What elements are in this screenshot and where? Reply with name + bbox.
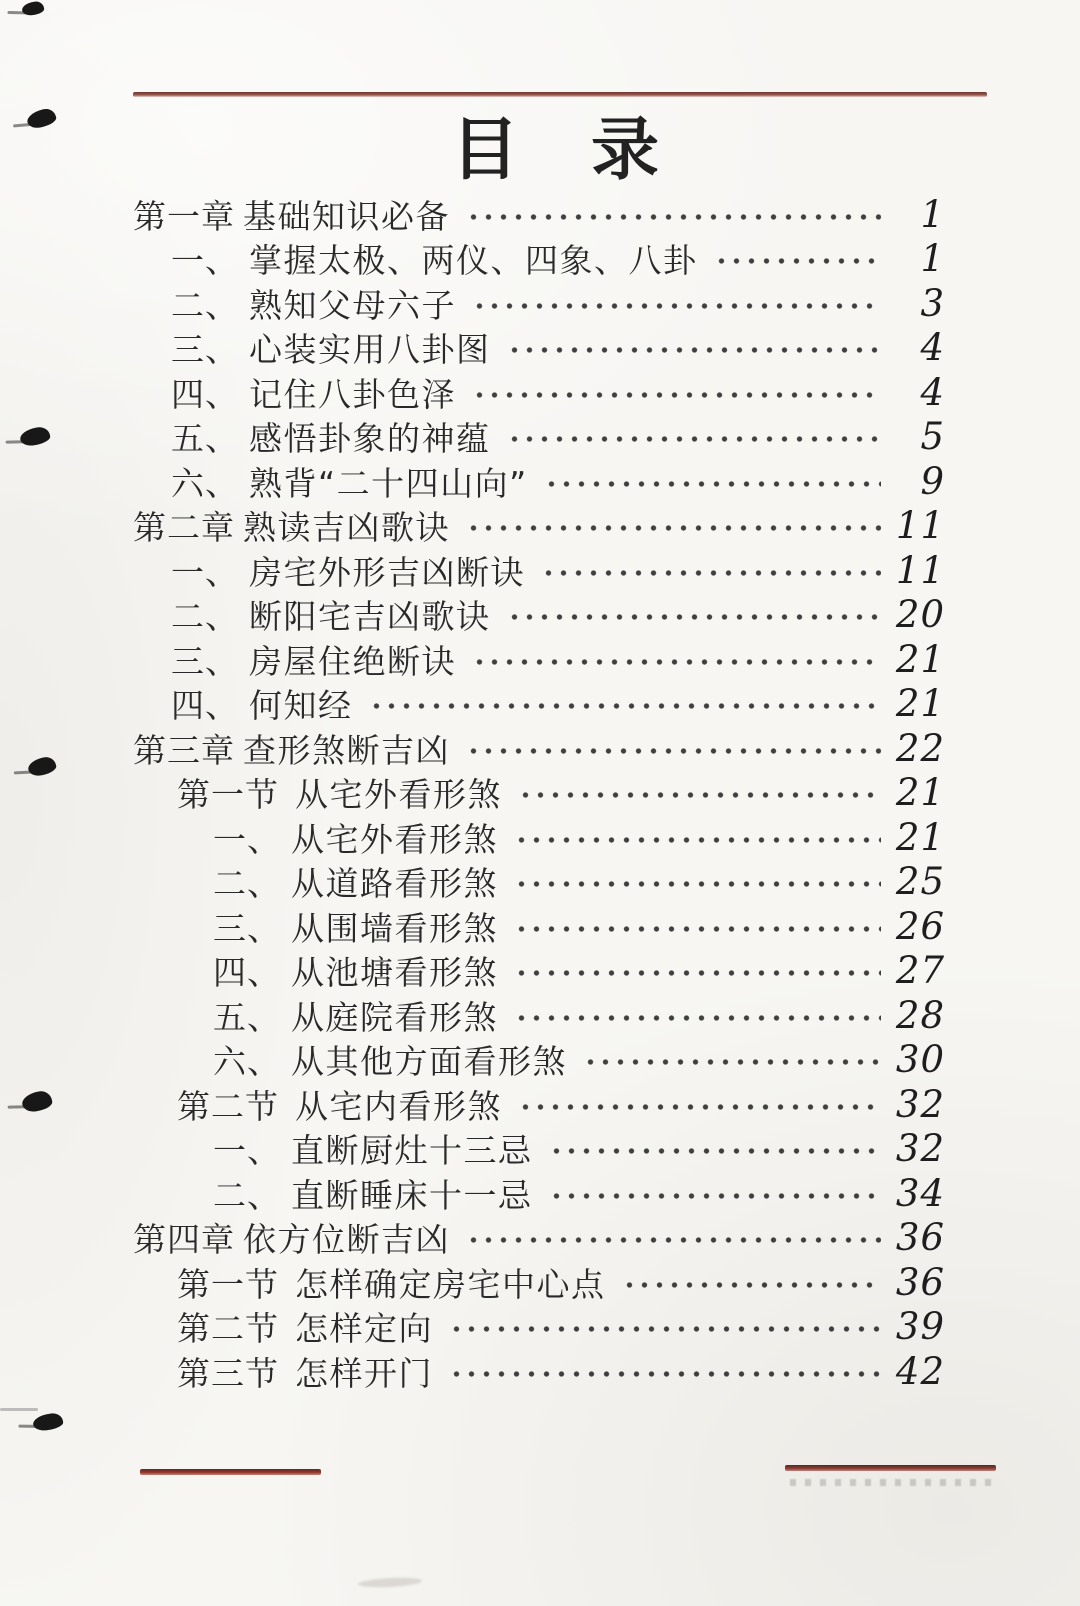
toc-entry-prefix: 第四章 <box>133 1220 235 1260</box>
toc-entry-prefix: 第一节 <box>177 1264 279 1304</box>
toc-entry-page: 34 <box>895 1171 945 1215</box>
dot-leader <box>622 1277 882 1293</box>
toc-entry-prefix: 二、 <box>171 285 239 325</box>
toc-entry-page: 3 <box>920 281 945 325</box>
toc-entry-page: 4 <box>920 370 945 414</box>
toc-entry <box>133 1127 945 1172</box>
toc-entry-chapter <box>133 1216 945 1261</box>
toc-entry-title: 直断厨灶十三忌 <box>291 1131 533 1171</box>
toc-entry-page: 22 <box>895 726 945 770</box>
toc-entry <box>133 326 945 371</box>
toc-entry-prefix: 第二节 <box>177 1309 279 1349</box>
toc-entry <box>133 415 945 460</box>
toc-entry-prefix: 四、 <box>171 686 239 726</box>
toc-entry-page: 36 <box>895 1216 945 1260</box>
ink-blot <box>19 426 51 448</box>
dot-leader <box>514 965 881 981</box>
dot-leader <box>466 1232 881 1248</box>
toc-entry-title: 记住八卦色泽 <box>249 374 456 414</box>
toc-entry-title: 房屋住绝断诀 <box>249 641 456 681</box>
toc-entry-title: 怎样开门 <box>295 1353 433 1393</box>
dot-leader <box>449 1366 881 1382</box>
toc-entry-page: 32 <box>895 1082 945 1126</box>
toc-entry <box>133 370 945 415</box>
toc-entry-section <box>133 1349 945 1394</box>
toc-entry-title: 从池塘看形煞 <box>291 953 498 993</box>
dot-leader <box>544 476 881 492</box>
toc-entry-title: 从围墙看形煞 <box>291 908 498 948</box>
toc-entry-prefix: 三、 <box>213 908 281 948</box>
toc-entry-page: 1 <box>920 192 945 236</box>
toc-entry-prefix: 三、 <box>171 641 239 681</box>
dot-leader <box>507 609 882 625</box>
toc-entry-section <box>133 1260 945 1305</box>
toc-entry-page: 42 <box>895 1349 945 1393</box>
toc-entry-page: 36 <box>895 1260 945 1304</box>
toc-entry-title: 熟知父母六子 <box>249 285 456 325</box>
toc-entry-prefix: 五、 <box>213 997 281 1037</box>
toc-entry-title: 从道路看形煞 <box>291 864 498 904</box>
toc-entry-page: 21 <box>895 815 945 859</box>
toc-entry-prefix: 第一章 <box>133 196 235 236</box>
toc-entry-page: 32 <box>895 1127 945 1171</box>
toc-entry-title: 掌握太极、两仪、四象、八卦 <box>249 241 698 281</box>
toc-entry <box>133 1171 945 1216</box>
toc-entry-title: 断阳宅吉凶歌诀 <box>249 597 491 637</box>
dot-leader <box>549 1143 882 1159</box>
toc-entry-prefix: 一、 <box>213 819 281 859</box>
toc-entry-prefix: 一、 <box>171 241 239 281</box>
toc-entry <box>133 993 945 1038</box>
toc-entry-page: 26 <box>895 904 945 948</box>
toc-entry-title: 从宅内看形煞 <box>295 1086 502 1126</box>
faint-footer-print <box>790 1479 992 1486</box>
toc-entry-page: 11 <box>895 504 945 548</box>
toc-entry-prefix: 四、 <box>171 374 239 414</box>
toc-entry-title: 从其他方面看形煞 <box>291 1042 567 1082</box>
toc-entry-title: 房宅外形吉凶断诀 <box>249 552 525 592</box>
toc-entry <box>133 593 945 638</box>
toc-entry-chapter <box>133 504 945 549</box>
toc-entry <box>133 904 945 949</box>
toc-entry-page: 20 <box>895 593 945 637</box>
page-title: 目 录 <box>450 111 661 190</box>
ink-blot <box>21 1090 54 1114</box>
dot-leader <box>466 209 881 225</box>
toc-entry-title: 从庭院看形煞 <box>291 997 498 1037</box>
dot-leader <box>507 342 882 358</box>
toc-entry-page: 27 <box>895 949 945 993</box>
toc-entry-prefix: 二、 <box>171 597 239 637</box>
ink-blot <box>32 1412 64 1432</box>
toc-entry-prefix: 二、 <box>213 1175 281 1215</box>
dot-leader <box>514 1010 881 1026</box>
toc-entry-title: 基础知识必备 <box>243 196 450 236</box>
toc-entry-prefix: 一、 <box>213 1131 281 1171</box>
dot-leader <box>466 520 881 536</box>
toc-entry-prefix: 三、 <box>171 330 239 370</box>
toc-entry-page: 28 <box>895 993 945 1037</box>
dot-leader <box>514 876 881 892</box>
toc-entry-page: 21 <box>895 682 945 726</box>
dot-leader <box>449 1321 881 1337</box>
dot-leader <box>514 832 881 848</box>
toc-entry <box>133 682 945 727</box>
toc-entry-page: 9 <box>920 459 945 503</box>
dot-leader <box>369 698 882 714</box>
toc-entry <box>133 637 945 682</box>
toc-entry-prefix: 第一节 <box>177 775 279 815</box>
bottom-right-red-rule <box>785 1465 996 1471</box>
toc-entry-chapter <box>133 192 945 237</box>
toc-entry-chapter <box>133 726 945 771</box>
toc-entry-page: 4 <box>920 326 945 370</box>
toc-entry-title: 怎样定向 <box>295 1309 433 1349</box>
dot-leader <box>518 1099 881 1115</box>
toc-entry-title: 熟背“二十四山向” <box>249 463 528 503</box>
toc-entry-page: 5 <box>920 415 945 459</box>
toc-entry-page: 25 <box>895 860 945 904</box>
toc-entry-title: 何知经 <box>249 686 353 726</box>
toc-entry-section <box>133 771 945 816</box>
toc-entry-page: 21 <box>895 771 945 815</box>
dot-leader <box>518 787 881 803</box>
toc-entry-section <box>133 1082 945 1127</box>
toc-entry-title: 依方位断吉凶 <box>243 1220 450 1260</box>
toc-entry <box>133 237 945 282</box>
toc-entry-title: 查形煞断吉凶 <box>243 730 450 770</box>
toc-entry-prefix: 第三节 <box>177 1353 279 1393</box>
dot-leader <box>466 743 881 759</box>
toc-entry-prefix: 第二节 <box>177 1086 279 1126</box>
toc-entry <box>133 949 945 994</box>
ink-smear <box>0 1408 38 1411</box>
toc-entry-prefix: 六、 <box>213 1042 281 1082</box>
dot-leader <box>472 387 881 403</box>
dot-leader <box>714 253 882 269</box>
dot-leader <box>472 654 881 670</box>
toc-entry <box>133 281 945 326</box>
toc-entry-title: 直断睡床十一忌 <box>291 1175 533 1215</box>
toc-entry <box>133 860 945 905</box>
dot-leader <box>472 298 881 314</box>
table-of-contents <box>133 192 945 1394</box>
toc-entry-title: 感悟卦象的神蕴 <box>249 419 491 459</box>
dot-leader <box>549 1188 882 1204</box>
toc-entry-page: 39 <box>895 1305 945 1349</box>
toc-entry-title: 心装实用八卦图 <box>249 330 491 370</box>
toc-entry-page: 30 <box>895 1038 945 1082</box>
dot-leader <box>583 1054 881 1070</box>
toc-entry-prefix: 二、 <box>213 864 281 904</box>
dot-leader <box>514 921 881 937</box>
dot-leader <box>507 431 882 447</box>
ink-blot <box>21 1 45 17</box>
toc-entry-prefix: 五、 <box>171 419 239 459</box>
dot-leader <box>541 565 881 581</box>
toc-entry-prefix: 四、 <box>213 953 281 993</box>
toc-entry-title: 熟读吉凶歌诀 <box>243 508 450 548</box>
toc-entry <box>133 459 945 504</box>
ink-blot <box>27 755 58 777</box>
toc-entry-section <box>133 1305 945 1350</box>
bottom-left-red-rule <box>140 1469 321 1475</box>
toc-entry-prefix: 六、 <box>171 463 239 503</box>
toc-entry-prefix: 一、 <box>171 552 239 592</box>
toc-entry <box>133 815 945 860</box>
scan-smudge <box>358 1576 422 1588</box>
toc-entry-page: 11 <box>895 548 945 592</box>
toc-entry-title: 怎样确定房宅中心点 <box>295 1264 606 1304</box>
toc-entry-page: 21 <box>895 637 945 681</box>
toc-entry-title: 从宅外看形煞 <box>291 819 498 859</box>
toc-entry-prefix: 第二章 <box>133 508 235 548</box>
toc-entry-page: 1 <box>920 237 945 281</box>
toc-entry-prefix: 第三章 <box>133 730 235 770</box>
toc-entry <box>133 548 945 593</box>
toc-entry-title: 从宅外看形煞 <box>295 775 502 815</box>
toc-entry <box>133 1038 945 1083</box>
